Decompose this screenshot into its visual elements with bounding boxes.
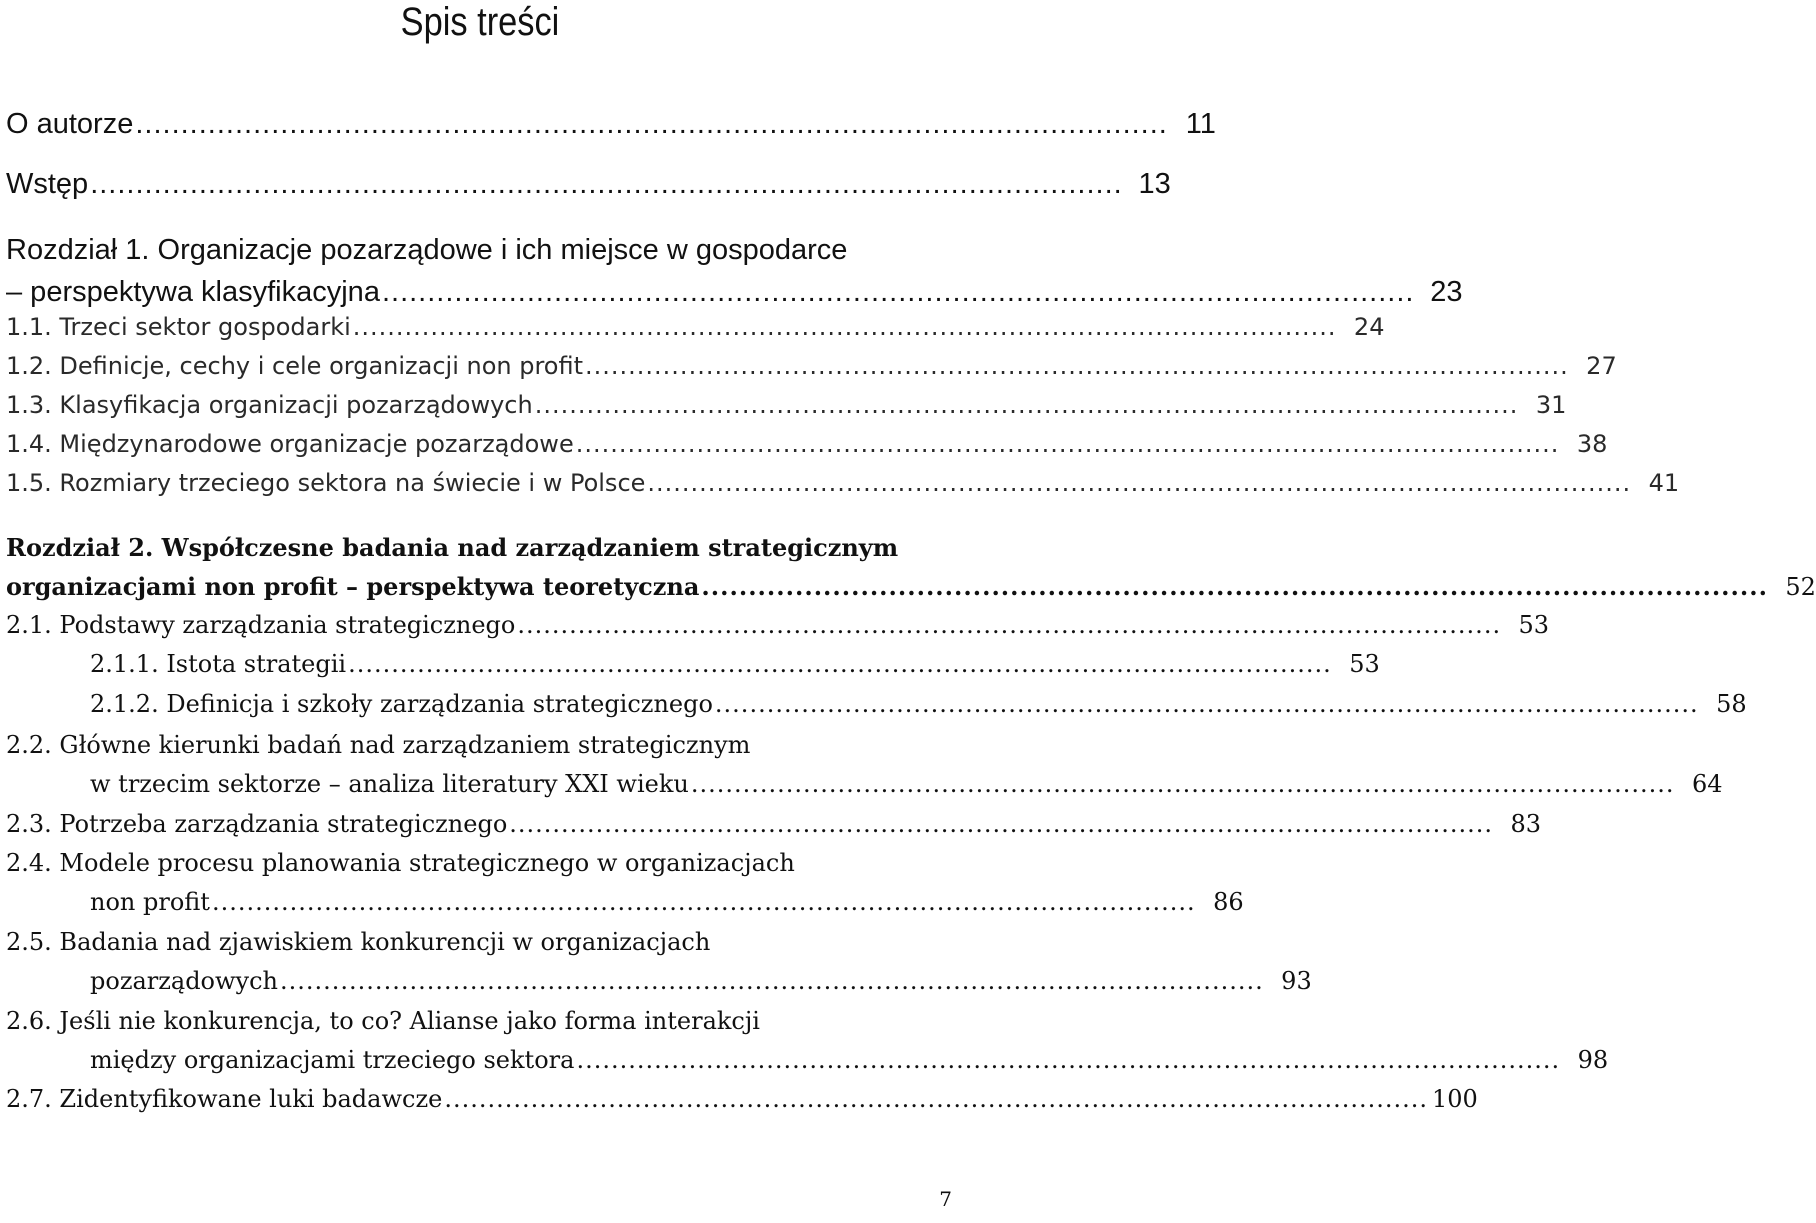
toc-chapter-1-subtitle[interactable] bbox=[6, 276, 1463, 314]
toc-entry-text: 2.1.2. Definicja i szkoły zarządzania strategicznego bbox=[90, 690, 713, 718]
toc-entry-text: Rozdział 1. Organizacje pozarządowe i ich miejsce w gospodarce bbox=[6, 234, 848, 266]
toc-entry-page: 86 bbox=[1213, 888, 1244, 916]
dot-leader: .................................................................................................................. bbox=[348, 650, 1332, 678]
toc-entry-text: 1.4. Międzynarodowe organizacje pozarządowe bbox=[6, 430, 574, 458]
toc-entry-text: 1.3. Klasyfikacja organizacji pozarządowych bbox=[6, 391, 533, 419]
toc-entry-page: 98 bbox=[1577, 1046, 1609, 1074]
toc-entry-page: 23 bbox=[1430, 276, 1463, 308]
toc-chapter-2-heading[interactable] bbox=[6, 533, 954, 571]
dot-leader: .................................................................................................................. bbox=[280, 967, 1264, 995]
toc-section-2-6[interactable] bbox=[6, 1007, 954, 1045]
toc-section-1-5[interactable] bbox=[6, 469, 1680, 507]
dot-leader: .................................................................................................................. bbox=[690, 770, 1675, 798]
page-title: Spis treści bbox=[400, 0, 560, 44]
toc-section-2-5[interactable] bbox=[6, 928, 954, 966]
toc-entry-page: 100 bbox=[1432, 1085, 1478, 1113]
toc-entry-text: 2.1.1. Istota strategii bbox=[90, 650, 347, 678]
toc-section-1-1[interactable] bbox=[6, 313, 1385, 351]
toc-entry-text: 2.4. Modele procesu planowania strategicznego w organizacjach bbox=[6, 849, 795, 877]
toc-entry-page: 93 bbox=[1281, 967, 1312, 995]
toc-section-2-3[interactable] bbox=[6, 810, 1541, 848]
toc-entry-text: 1.5. Rozmiary trzeciego sektora na świecie i w Polsce bbox=[6, 469, 646, 497]
toc-entry-introduction[interactable] bbox=[6, 168, 1171, 206]
page-number: 7 bbox=[939, 1187, 952, 1211]
toc-entry-text: 2.3. Potrzeba zarządzania strategicznego bbox=[6, 810, 508, 838]
toc-section-2-2[interactable] bbox=[6, 731, 954, 769]
toc-entry-text: 2.5. Badania nad zjawiskiem konkurencji w organizacjach bbox=[6, 928, 711, 956]
toc-chapter-2-subtitle[interactable] bbox=[6, 572, 1816, 610]
toc-entry-page: 38 bbox=[1576, 430, 1608, 458]
toc-entry-text: 2.6. Jeśli nie konkurencja, to co? Alianse jako forma interakcji bbox=[6, 1007, 760, 1035]
toc-section-2-7[interactable] bbox=[6, 1085, 1478, 1123]
toc-entry-page: 24 bbox=[1353, 313, 1385, 341]
toc-entry-text: w trzecim sektorze – analiza literatury XXI wieku bbox=[90, 770, 689, 798]
dot-leader: .................................................................................................................. bbox=[444, 1085, 1429, 1113]
dot-leader: .................................................................................................................. bbox=[211, 888, 1196, 916]
toc-entry-text: Wstęp bbox=[6, 168, 89, 200]
toc-section-2-6-cont[interactable] bbox=[90, 1046, 1609, 1084]
toc-entry-page: 83 bbox=[1510, 810, 1541, 838]
toc-section-1-3[interactable] bbox=[6, 391, 1567, 429]
toc-entry-text: pozarządowych bbox=[90, 967, 279, 995]
dot-leader: .................................................................................................................. bbox=[135, 108, 1168, 140]
toc-section-1-2[interactable] bbox=[6, 352, 1617, 390]
dot-leader: .................................................................................................................. bbox=[576, 1046, 1561, 1074]
toc-section-2-2-cont[interactable] bbox=[90, 770, 1723, 808]
dot-leader: .................................................................................................................. bbox=[352, 313, 1337, 341]
toc-entry-text: 1.1. Trzeci sektor gospodarki bbox=[6, 313, 351, 341]
dot-leader: .................................................................................................................. bbox=[381, 276, 1415, 308]
toc-entry-text: 2.2. Główne kierunki badań nad zarządzaniem strategicznym bbox=[6, 731, 751, 759]
toc-entry-text: 1.2. Definicje, cechy i cele organizacji non profit bbox=[6, 352, 584, 380]
toc-entry-text: O autorze bbox=[6, 108, 134, 140]
toc-entry-page: 53 bbox=[1518, 611, 1550, 639]
toc-chapter-1-heading[interactable] bbox=[6, 234, 954, 272]
toc-entry-text: między organizacjami trzeciego sektora bbox=[90, 1046, 575, 1074]
toc-entry-page: 52 bbox=[1785, 573, 1816, 601]
dot-leader: .................................................................................................................. bbox=[509, 810, 1493, 838]
toc-entry-page: 13 bbox=[1138, 168, 1171, 200]
toc-section-2-4-cont[interactable] bbox=[90, 888, 1244, 926]
toc-entry-page: 53 bbox=[1349, 650, 1380, 678]
dot-leader: .................................................................................................................. bbox=[90, 168, 1123, 200]
toc-entry-page: 41 bbox=[1648, 469, 1680, 497]
dot-leader: .................................................................................................................. bbox=[517, 611, 1502, 639]
toc-entry-page: 11 bbox=[1185, 108, 1216, 140]
toc-section-1-4[interactable] bbox=[6, 430, 1608, 468]
dot-leader: .................................................................................................................. bbox=[585, 352, 1569, 380]
toc-entry-page: 64 bbox=[1691, 770, 1723, 798]
toc-entry-text: Rozdział 2. Współczesne badania nad zarządzaniem strategicznym bbox=[6, 533, 899, 562]
toc-section-2-5-cont[interactable] bbox=[90, 967, 1312, 1005]
toc-entry-text: non profit bbox=[90, 888, 210, 916]
toc-subsection-2-1-1[interactable] bbox=[90, 650, 1380, 688]
toc-subsection-2-1-2[interactable] bbox=[90, 690, 1747, 728]
dot-leader: .................................................................................................................. bbox=[714, 690, 1699, 718]
toc-entry-text: organizacjami non profit – perspektywa teoretyczna bbox=[6, 572, 700, 601]
dot-leader: .................................................................................................................. bbox=[647, 469, 1632, 497]
toc-entry-text: – perspektywa klasyfikacyjna bbox=[6, 276, 380, 308]
toc-entry-page: 31 bbox=[1535, 391, 1567, 419]
dot-leader: .................................................................................................................. bbox=[534, 391, 1519, 419]
toc-section-2-4[interactable] bbox=[6, 849, 954, 887]
dot-leader: .................................................................................................................. bbox=[701, 572, 1768, 601]
toc-entry-text: 2.1. Podstawy zarządzania strategicznego bbox=[6, 611, 516, 639]
dot-leader: .................................................................................................................. bbox=[575, 430, 1560, 458]
toc-entry-text: 2.7. Zidentyfikowane luki badawcze bbox=[6, 1085, 443, 1113]
toc-entry-page: 27 bbox=[1586, 352, 1617, 380]
toc-entry-page: 58 bbox=[1716, 690, 1747, 718]
toc-entry-author[interactable] bbox=[6, 108, 1216, 146]
toc-section-2-1[interactable] bbox=[6, 611, 1550, 649]
